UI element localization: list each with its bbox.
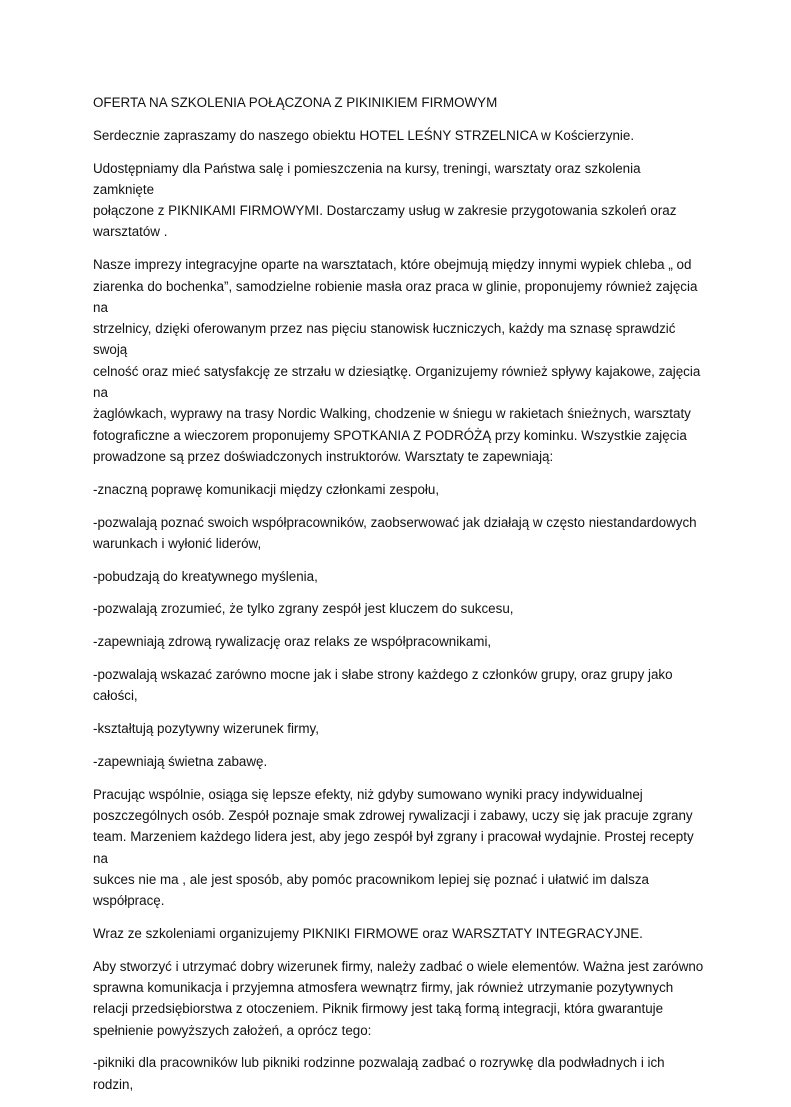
paragraph-intro: Serdecznie zapraszamy do naszego obiektu HOTEL LEŚNY STRZELNICA w Kościerzynie. — [93, 127, 635, 143]
bullet-item: -pobudzają do kreatywnego myślenia, — [93, 568, 318, 584]
bullet-item: -znaczną poprawę komunikacji między członkami zespołu, — [93, 481, 440, 497]
paragraph-picnics: Wraz ze szkoleniami organizujemy PIKNIKI FIRMOWE oraz WARSZTATY INTEGRACYJNE. — [93, 926, 643, 941]
paragraph-facilities: Udostępniamy dla Państwa salę i pomieszczenia na kursy, treningi, warsztaty oraz szkolenia zamknięte połączone z PIKNIKAMI FIRMOWYMI. Dostarczamy usług w zakresie przygotowania szkoleń oraz warsztatów . — [93, 160, 677, 240]
document-title: OFERTA NA SZKOLENIA POŁĄCZONA Z PIKINIKIEM FIRMOWYM — [93, 95, 498, 110]
document-body — [93, 92, 705, 1107]
bullet-item: -pozwalają poznać swoich współpracowników, zaobserwować jak działają w często niestandardowych warunkach i wyłonić liderów, — [93, 514, 697, 551]
paragraph-workshops: Nasze imprezy integracyjne oparte na warsztatach, które obejmują między innymi wypiek chleba „ od ziarenka do bochenka”, samodzielne robienie masła oraz praca w glinie, proponujemy również zajęcia na strzelnicy, dzięki oferowanym przez nas pięciu stanowisk łuczniczych, każdy ma sznasę sprawdzić swoją celność oraz mieć satysfakcję ze strzału w dziesiątkę. Organizujemy również spływy kajakowe, zajęcia na żaglówkach, wyprawy na trasy Nordic Walking, chodzenie w śniegu w rakietach śnieżnych, warsztaty fotograficzne a wieczorem proponujemy SPOTKANIA Z PODRÓŻĄ przy kominku. Wszystkie zajęcia prowadzone są przez doświadczonych instruktorów. Warsztaty te zapewniają: — [93, 257, 701, 464]
bullet-item: -pozwalają wskazać zarówno mocne jak i słabe strony każdego z członków grupy, oraz grupy jako całości, — [93, 667, 673, 704]
paragraph-image: Aby stworzyć i utrzymać dobry wizerunek firmy, należy zadbać o wiele elementów. Ważna jest zarówno sprawna komunikacja i przyjemna atmosfera wewnątrz firmy, jak również utrzymanie pozytywnych relacji przedsiębiorstwa z otoczeniem. Piknik firmowy jest taką formą integracji, która gwarantuje spełnienie powyższych założeń, a oprócz tego: — [93, 958, 704, 1038]
bullet-item: -pozwalają zrozumieć, że tylko zgrany zespół jest kluczem do sukcesu, — [93, 601, 514, 617]
bullet-item: -kształtują pozytywny wizerunek firmy, — [93, 721, 319, 737]
paragraph-teamwork: Pracując wspólnie, osiąga się lepsze efekty, niż gdyby sumowano wyniki pracy indywidualnej poszczególnych osób. Zespół poznaje smak zdrowej rywalizacji i zabawy, uczy się jak pracuje zgrany team. Marzeniem każdego lidera jest, aby jego zespół był zgrany i pracował wydajnie. Prostej recepty na sukces nie ma , ale jest sposób, aby pomóc pracownikom lepiej się poznać i ułatwić im dalsza współpracę. — [93, 786, 694, 909]
bullet-item: -zapewniają zdrową rywalizację oraz relaks ze współpracownikami, — [93, 634, 492, 650]
bullet-item: -zapewniają świetna zabawę. — [93, 753, 268, 769]
bullet-item: -pikniki dla pracowników lub pikniki rodzinne pozwalają zadbać o rozrywkę dla podwładnych i ich rodzin, — [93, 1055, 665, 1092]
